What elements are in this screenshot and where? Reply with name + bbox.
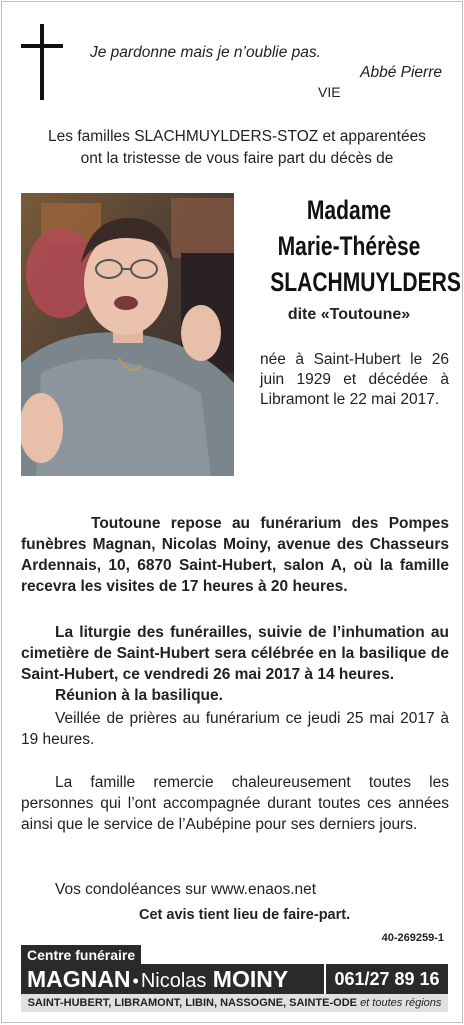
funeral-center-banner <box>21 964 448 994</box>
portrait-photo <box>21 193 234 476</box>
reference-number: 40-269259-1 <box>381 932 444 944</box>
name-magnan: MAGNAN <box>27 966 131 992</box>
thanks-paragraph: La famille remercie chaleureusement toutes les personnes qui l’ont accompagnée durant toutes ces années ainsi que le service de l’Aubépine pour ses derniers jours. <box>21 774 449 833</box>
deceased-title: Madame <box>306 195 392 225</box>
funeral-center-name <box>27 964 288 994</box>
regions-note: et toutes régions <box>360 997 442 1009</box>
liturgy-paragraph: La liturgie des funérailles, suivie de l’inhumation au cimetière de Saint-Hubert sera célébrée en la basilique de Saint-Hubert, ce vendredi 26 mai 2017 à 14 heures. <box>21 624 449 683</box>
deceased-nickname: dite «Toutoune» <box>287 306 411 323</box>
bullet-separator: • <box>132 971 139 991</box>
faire-part-note: Cet avis tient lieu de faire-part. <box>139 907 351 923</box>
deceased-name-block <box>248 192 461 324</box>
intro-line: ont la tristesse de vous faire part du décès de <box>80 150 394 167</box>
name-nicolas: Nicolas <box>140 970 207 992</box>
quote-text: Je pardonne mais je n’oublie pas. <box>90 44 321 61</box>
cross-icon <box>21 24 63 100</box>
intro-line: Les familles SLACHMUYLDERS-STOZ et apparentées <box>48 128 426 145</box>
phone-number: 061/27 89 16 <box>324 964 448 994</box>
intro <box>22 126 452 170</box>
condolences-link: Vos condoléances sur www.enaos.net <box>55 881 317 898</box>
funeral-center-tag: Centre funéraire <box>21 945 141 965</box>
obituary-notice <box>1 1 463 1023</box>
birth-death-info: née à Saint-Hubert le 26 juin 1929 et décédée à Libramont le 22 mai 2017. <box>260 351 449 408</box>
locations-list: SAINT-HUBERT, LIBRAMONT, LIBIN, NASSOGNE, SAINTE-ODE <box>27 997 357 1009</box>
name-moiny: MOINY <box>212 966 289 992</box>
funerarium-paragraph: Toutoune repose au funérarium des Pompes funèbres Magnan, Nicolas Moiny, avenue des Chasseurs Ardennais, 10, 6870 Saint-Hubert, salon A, où la famille recevra les visites de 17 heures à 20 heures. <box>21 515 449 595</box>
meeting-paragraph: Réunion à la basilique. <box>55 687 223 704</box>
deceased-last-name: SLACHMUYLDERS <box>270 267 461 297</box>
vigil-paragraph: Veillée de prières au funérarium ce jeudi 25 mai 2017 à 19 heures. <box>21 710 449 748</box>
portrait-image <box>21 193 234 476</box>
locations-bar <box>21 994 448 1012</box>
quote-author: Abbé Pierre <box>360 64 442 81</box>
quote-vie: VIE <box>318 84 341 100</box>
deceased-first-names: Marie-Thérèse <box>277 231 421 261</box>
